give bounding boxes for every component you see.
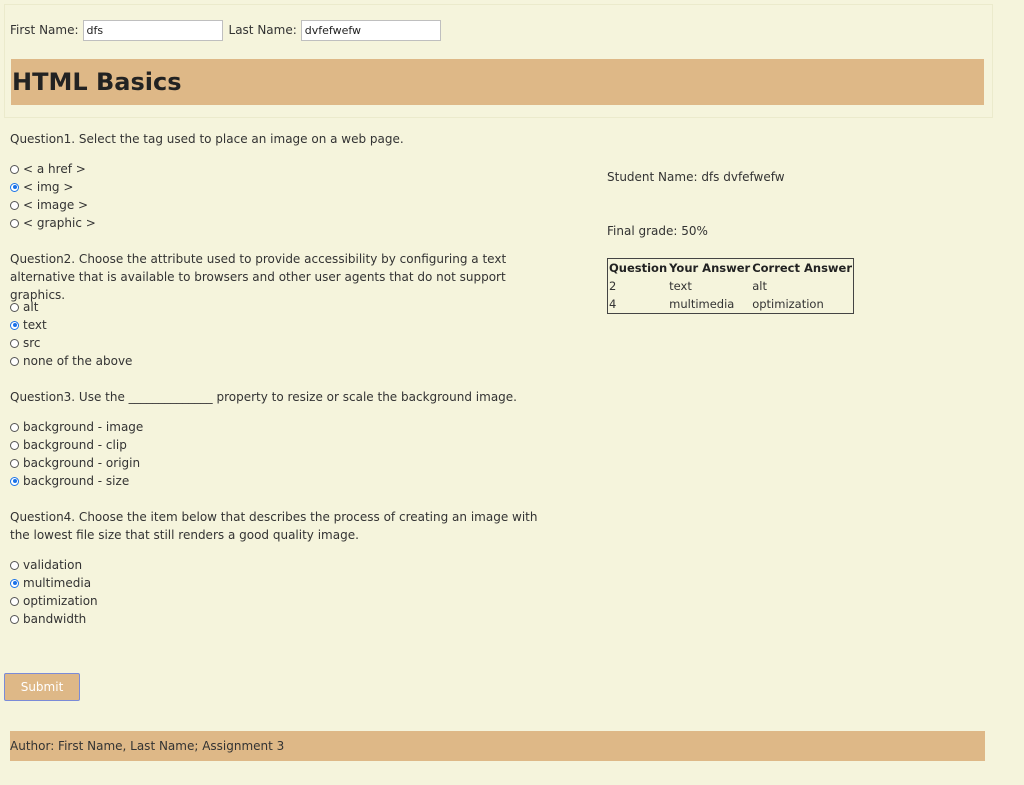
option-label: background - image bbox=[23, 420, 144, 434]
table-cell: 2 bbox=[609, 279, 617, 293]
radio-button[interactable] bbox=[10, 477, 19, 486]
radio-button[interactable] bbox=[10, 219, 19, 228]
radio-button[interactable] bbox=[10, 321, 19, 330]
radio-button[interactable] bbox=[10, 201, 19, 210]
option-label: background - origin bbox=[23, 456, 141, 470]
first-name-input[interactable] bbox=[83, 20, 223, 41]
option-label: alt bbox=[23, 300, 39, 314]
option-label: src bbox=[23, 336, 41, 350]
column-header: Question bbox=[609, 261, 668, 275]
answer-option[interactable] bbox=[10, 352, 570, 370]
last-name-label: Last Name: bbox=[228, 23, 297, 37]
answer-option[interactable] bbox=[10, 472, 570, 490]
radio-button[interactable] bbox=[10, 459, 19, 468]
answer-option[interactable] bbox=[10, 418, 570, 436]
answer-option[interactable] bbox=[10, 436, 570, 454]
radio-button[interactable] bbox=[10, 579, 19, 588]
option-label: < graphic > bbox=[23, 216, 96, 230]
table-cell: text bbox=[669, 279, 692, 293]
final-grade: Final grade: 50% bbox=[607, 224, 708, 238]
table-header-row bbox=[608, 259, 853, 277]
radio-button[interactable] bbox=[10, 615, 19, 624]
student-name: Student Name: dfs dvfefwefw bbox=[607, 170, 785, 184]
option-label: validation bbox=[23, 558, 83, 572]
option-label: background - size bbox=[23, 474, 130, 488]
column-header: Correct Answer bbox=[752, 261, 853, 275]
table-row bbox=[608, 295, 853, 313]
option-label: multimedia bbox=[23, 576, 92, 590]
question-block bbox=[10, 508, 570, 628]
quiz-section bbox=[10, 130, 570, 628]
first-name-label: First Name: bbox=[10, 23, 79, 37]
last-name-input[interactable] bbox=[301, 20, 441, 41]
answer-option[interactable] bbox=[10, 298, 570, 316]
submit-button[interactable]: Submit bbox=[4, 673, 80, 701]
name-form bbox=[10, 18, 447, 42]
radio-button[interactable] bbox=[10, 357, 19, 366]
radio-button[interactable] bbox=[10, 423, 19, 432]
title-banner bbox=[11, 59, 984, 105]
radio-button[interactable] bbox=[10, 339, 19, 348]
answer-option[interactable] bbox=[10, 196, 570, 214]
option-label: < a href > bbox=[23, 162, 86, 176]
answer-option[interactable] bbox=[10, 334, 570, 352]
radio-button[interactable] bbox=[10, 597, 19, 606]
answer-option[interactable] bbox=[10, 454, 570, 472]
option-label: text bbox=[23, 318, 47, 332]
table-row bbox=[608, 277, 853, 295]
question-block bbox=[10, 130, 570, 232]
answer-option[interactable] bbox=[10, 214, 570, 232]
question-block bbox=[10, 250, 570, 370]
table-cell: multimedia bbox=[669, 297, 735, 311]
option-label: optimization bbox=[23, 594, 98, 608]
answer-option[interactable] bbox=[10, 592, 570, 610]
footer-banner bbox=[10, 731, 985, 761]
answer-option[interactable] bbox=[10, 316, 570, 334]
radio-button[interactable] bbox=[10, 303, 19, 312]
table-cell: optimization bbox=[752, 297, 824, 311]
option-label: none of the above bbox=[23, 354, 133, 368]
answer-option[interactable] bbox=[10, 178, 570, 196]
answer-option[interactable] bbox=[10, 556, 570, 574]
option-label: < image > bbox=[23, 198, 89, 212]
radio-button[interactable] bbox=[10, 165, 19, 174]
question-text: Question1. Select the tag used to place an image on a web page. bbox=[10, 132, 404, 146]
answer-option[interactable] bbox=[10, 160, 570, 178]
incorrect-answers-table bbox=[607, 258, 854, 314]
radio-button[interactable] bbox=[10, 441, 19, 450]
option-label: bandwidth bbox=[23, 612, 87, 626]
question-block bbox=[10, 388, 570, 490]
option-label: background - clip bbox=[23, 438, 127, 452]
radio-button[interactable] bbox=[10, 561, 19, 570]
answer-option[interactable] bbox=[10, 574, 570, 592]
radio-button[interactable] bbox=[10, 183, 19, 192]
option-label: < img > bbox=[23, 180, 74, 194]
table-cell: 4 bbox=[609, 297, 617, 311]
column-header: Your Answer bbox=[669, 261, 751, 275]
question-text: Question4. Choose the item below that describes the process of creating an image with the lowest file size that still renders a good quality image. bbox=[10, 510, 538, 542]
answer-option[interactable] bbox=[10, 610, 570, 628]
table-cell: alt bbox=[752, 279, 767, 293]
page-title: HTML Basics bbox=[12, 68, 182, 96]
results-panel bbox=[607, 168, 785, 240]
footer-text: Author: First Name, Last Name; Assignment 3 bbox=[10, 739, 285, 753]
question-text: Question3. Use the ______________ property to resize or scale the background image. bbox=[10, 390, 517, 404]
question-text: Question2. Choose the attribute used to provide accessibility by configuring a text alternative that is available to browsers and other user agents that do not support graphics. bbox=[10, 252, 507, 302]
